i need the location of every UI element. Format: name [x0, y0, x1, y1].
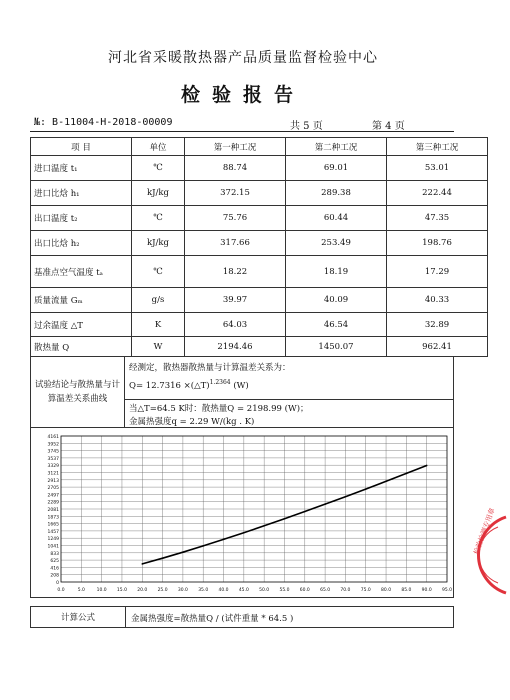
row-unit: ℃ — [132, 206, 185, 231]
conclusion-intro: 经测定，散热器散热量与计算温差关系为： — [129, 363, 291, 373]
curve-point — [426, 465, 428, 467]
curve-point — [243, 532, 245, 534]
total-pages: 共 5 页 — [290, 121, 323, 132]
formula-label: 计算公式 — [31, 607, 126, 627]
x-tick-label: 5.0 — [77, 588, 85, 593]
curve-point — [162, 557, 164, 559]
y-tick-label: 2705 — [47, 486, 59, 492]
x-tick-label: 70.0 — [340, 588, 351, 593]
y-tick-label: 1665 — [47, 522, 59, 528]
row-item: 进口比焓 h₁ — [31, 181, 132, 206]
curve-chart-box — [30, 428, 454, 598]
row-unit: K — [132, 313, 185, 337]
equation-base: Q= 12.7316 ×(△T) — [129, 380, 210, 391]
header-item: 项 目 — [31, 138, 132, 156]
curve-point — [304, 511, 306, 513]
curve-point — [284, 518, 286, 520]
header-rule — [30, 131, 454, 132]
table-row — [31, 337, 488, 357]
row-value-1: 75.76 — [185, 206, 286, 231]
row-unit: kJ/kg — [132, 231, 185, 256]
y-tick-label: 2913 — [47, 478, 59, 484]
table-header-row — [31, 138, 488, 156]
y-tick-label: 3537 — [47, 456, 59, 462]
row-item: 质量流量 Gₘ — [31, 288, 132, 313]
x-tick-label: 55.0 — [279, 588, 290, 593]
row-value-3: 47.35 — [387, 206, 488, 231]
row-value-2: 40.09 — [286, 288, 387, 313]
header-condition-3: 第三种工况 — [387, 138, 488, 156]
y-tick-label: 3121 — [47, 471, 59, 477]
y-tick-label: 3745 — [47, 449, 59, 455]
row-value-1: 18.22 — [185, 256, 286, 288]
x-tick-label: 60.0 — [299, 588, 310, 593]
heat-equation — [129, 379, 249, 391]
row-value-3: 32.89 — [387, 313, 488, 337]
row-value-3: 17.29 — [387, 256, 488, 288]
row-unit: W — [132, 337, 185, 357]
row-item: 进口温度 t₁ — [31, 156, 132, 181]
y-tick-label: 625 — [50, 559, 59, 565]
x-tick-label: 35.0 — [198, 588, 209, 593]
row-unit: g/s — [132, 288, 185, 313]
conclusion-divider — [125, 399, 453, 400]
x-tick-label: 40.0 — [218, 588, 229, 593]
table-row — [31, 231, 488, 256]
table-row — [31, 313, 488, 337]
y-tick-label: 1457 — [47, 529, 59, 535]
curve-point — [223, 539, 225, 541]
formula-section — [30, 606, 454, 628]
row-value-2: 18.19 — [286, 256, 387, 288]
x-tick-label: 85.0 — [401, 588, 412, 593]
y-tick-label: 208 — [50, 573, 59, 579]
row-item: 出口温度 t₂ — [31, 206, 132, 231]
heat-output-curve-chart — [31, 428, 453, 596]
y-tick-label: 833 — [50, 551, 59, 557]
row-item: 出口比焓 h₂ — [31, 231, 132, 256]
y-tick-label: 416 — [50, 566, 59, 572]
x-tick-label: 15.0 — [116, 588, 127, 593]
report-title: 检验报告 — [180, 84, 305, 106]
row-value-2: 289.38 — [286, 181, 387, 206]
curve-point — [345, 496, 347, 498]
y-tick-label: 0 — [56, 581, 59, 586]
row-value-1: 88.74 — [185, 156, 286, 181]
curve-point — [202, 545, 204, 547]
seal-text: 检验检测专用章 — [472, 506, 497, 556]
x-tick-label: 65.0 — [320, 588, 331, 593]
curve-point — [324, 503, 326, 505]
row-value-1: 2194.46 — [185, 337, 286, 357]
row-value-3: 198.76 — [387, 231, 488, 256]
row-value-1: 317.66 — [185, 231, 286, 256]
y-tick-label: 1873 — [47, 515, 59, 521]
test-results-table — [30, 137, 488, 357]
row-value-2: 60.44 — [286, 206, 387, 231]
row-value-1: 372.15 — [185, 181, 286, 206]
formula-text: 金属热强度=散热量Q / (试件重量 * 64.5 ) — [131, 614, 294, 624]
header-condition-2: 第二种工况 — [286, 138, 387, 156]
conclusion-label: 试验结论与散热量与计算温差关系曲线 — [31, 357, 125, 427]
table-row — [31, 206, 488, 231]
row-value-2: 253.49 — [286, 231, 387, 256]
row-value-3: 962.41 — [387, 337, 488, 357]
table-row — [31, 256, 488, 288]
curve-point — [182, 551, 184, 553]
metal-heat-intensity: 金属热强度q = 2.29 W/(kg . K) — [129, 417, 255, 427]
row-value-3: 40.33 — [387, 288, 488, 313]
x-tick-label: 90.0 — [421, 588, 432, 593]
x-tick-label: 0.0 — [57, 588, 65, 593]
inspection-seal — [456, 506, 510, 595]
y-tick-label: 4161 — [47, 435, 59, 440]
x-tick-label: 20.0 — [137, 588, 148, 593]
row-value-1: 64.03 — [185, 313, 286, 337]
equation-exponent: 1.2364 — [209, 379, 231, 386]
y-tick-label: 2497 — [47, 493, 59, 499]
x-tick-label: 75.0 — [360, 588, 371, 593]
report-number: №: B-11004-H-2018-00009 — [34, 117, 173, 128]
curve-point — [263, 525, 265, 527]
row-item: 基准点空气温度 tₐ — [31, 256, 132, 288]
y-tick-label: 1041 — [47, 544, 59, 550]
y-tick-label: 1249 — [47, 537, 59, 543]
curve-point — [385, 480, 387, 482]
curve-point — [406, 473, 408, 475]
header-unit: 单位 — [132, 138, 185, 156]
x-tick-label: 10.0 — [96, 588, 107, 593]
x-tick-label: 45.0 — [238, 588, 249, 593]
y-tick-label: 3329 — [47, 464, 59, 470]
header-condition-1: 第一种工况 — [185, 138, 286, 156]
page-number: 第 4 页 — [372, 121, 405, 132]
row-value-2: 69.01 — [286, 156, 387, 181]
x-tick-label: 50.0 — [259, 588, 270, 593]
row-value-3: 222.44 — [387, 181, 488, 206]
table-row — [31, 181, 488, 206]
table-row — [31, 288, 488, 313]
conclusion-section — [30, 356, 454, 428]
y-tick-label: 2081 — [47, 508, 59, 513]
row-value-1: 39.97 — [185, 288, 286, 313]
x-tick-label: 30.0 — [177, 588, 188, 593]
row-unit: ℃ — [132, 256, 185, 288]
row-item: 散热量 Q — [31, 337, 132, 357]
x-tick-label: 25.0 — [157, 588, 168, 593]
x-tick-label: 80.0 — [381, 588, 392, 593]
y-tick-label: 3952 — [47, 442, 59, 448]
curve-point — [365, 488, 367, 490]
row-unit: kJ/kg — [132, 181, 185, 206]
org-name: 河北省采暖散热器产品质量监督检验中心 — [108, 50, 378, 66]
curve-point — [141, 563, 143, 565]
y-tick-label: 2289 — [47, 500, 59, 506]
x-tick-label: 95.0 — [441, 588, 453, 593]
row-unit: ℃ — [132, 156, 185, 181]
table-row — [31, 156, 488, 181]
row-value-3: 53.01 — [387, 156, 488, 181]
row-value-2: 46.54 — [286, 313, 387, 337]
row-item: 过余温度 △T — [31, 313, 132, 337]
heat-output-result: 当△T=64.5 K时：散热量Q = 2198.99 (W)； — [129, 404, 309, 414]
row-value-2: 1450.07 — [286, 337, 387, 357]
equation-unit: (W) — [233, 380, 249, 391]
